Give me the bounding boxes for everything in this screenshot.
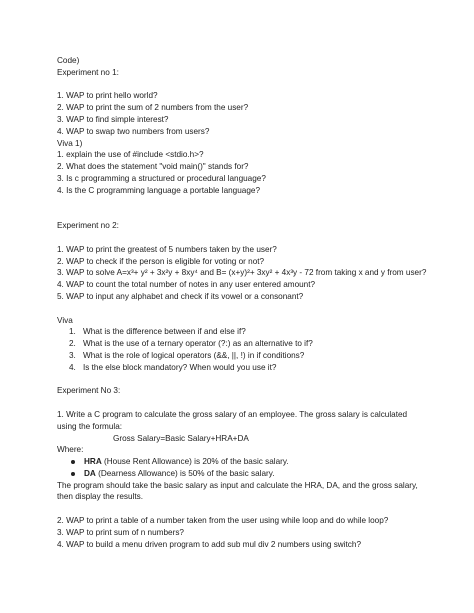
- exp3-item-3: 3. WAP to print sum of n numbers?: [57, 527, 184, 537]
- viva2-item-3-number: 3.: [69, 350, 76, 360]
- exp1-item-2: 2. WAP to print the sum of 2 numbers from the user?: [57, 103, 249, 113]
- viva2-item-2-number: 2.: [69, 339, 76, 349]
- viva2-item-1: [57, 326, 427, 338]
- hra-term: HRA: [84, 457, 102, 467]
- viva2-item-2: [57, 338, 427, 350]
- exp1-item-1: 1. WAP to print hello world?: [57, 91, 158, 101]
- code-heading: Code): [57, 56, 80, 65]
- exp3-item-2: 2. WAP to print a table of a number taken from the user using while loop and do while loop?: [57, 516, 389, 526]
- experiment-3-title: Experiment No 3:: [57, 386, 121, 396]
- hra-description: (House Rent Allowance) is 20% of the basic salary.: [101, 457, 289, 467]
- viva2-item-2-text: What is the use of a ternary operator (?:) as an alternative to if?: [83, 339, 313, 349]
- bullet-da: [57, 468, 427, 480]
- viva-2-title: Viva: [57, 315, 73, 325]
- viva1-item-2: 2. What does the statement "void main()" stands for?: [57, 162, 249, 172]
- exp2-item-3: 3. WAP to solve A=x³+ y² + 3x²y + 8xy⁴ and B= (x+y)²+ 3xy² + 4x³y - 72 from taking x and y from user?: [57, 268, 427, 278]
- exp2-item-5: 5. WAP to input any alphabet and check if its vowel or a consonant?: [57, 291, 304, 301]
- bullet-dot: [71, 472, 75, 476]
- viva2-item-4: [57, 362, 427, 374]
- experiment-2-title: Experiment no 2:: [57, 221, 119, 231]
- viva1-item-3: 3. Is c programming a structured or procedural language?: [57, 173, 266, 183]
- exp2-item-2: 2. WAP to check if the person is eligible for voting or not?: [57, 256, 265, 266]
- viva2-item-1-text: What is the difference between if and else if?: [83, 327, 246, 337]
- experiment-1-title: Experiment no 1:: [57, 67, 119, 77]
- viva-1-title: Viva 1): [57, 138, 83, 148]
- viva2-item-3-text: What is the role of logical operators (&&, ||, !) in if conditions?: [83, 350, 305, 360]
- viva2-item-1-number: 1.: [69, 327, 76, 337]
- where-label: Where:: [57, 445, 84, 455]
- viva1-item-1: 1. explain the use of #include <stdio.h>?: [57, 150, 204, 160]
- viva2-item-4-text: Is the else block mandatory? When would you use it?: [83, 362, 277, 372]
- exp2-item-1: 1. WAP to print the greatest of 5 numbers taken by the user?: [57, 244, 277, 254]
- da-description: (Dearness Allowance) is 50% of the basic salary.: [95, 468, 275, 478]
- bullet-dot: [71, 460, 75, 464]
- da-term: DA: [84, 468, 96, 478]
- document-body: [57, 55, 427, 550]
- viva2-item-4-number: 4.: [69, 362, 76, 372]
- viva2-item-3: [57, 350, 427, 362]
- exp3-outro: The program should take the basic salary as input and calculate the HRA, DA, and the gross salary, then display the results.: [57, 480, 418, 502]
- exp2-item-4: 4. WAP to count the total number of notes in any user entered amount?: [57, 280, 316, 290]
- exp3-intro: 1. Write a C program to calculate the gross salary of an employee. The gross salary is calculated using the formula:: [57, 409, 408, 431]
- exp3-item-4: 4. WAP to build a menu driven program to add sub mul div 2 numbers using switch?: [57, 539, 362, 549]
- viva1-item-4: 4. Is the C programming language a portable language?: [57, 185, 261, 195]
- exp1-item-4: 4. WAP to swap two numbers from users?: [57, 126, 210, 136]
- gross-salary-formula: Gross Salary=Basic Salary+HRA+DA: [113, 433, 249, 443]
- exp1-item-3: 3. WAP to find simple interest?: [57, 114, 169, 124]
- bullet-hra: [57, 456, 427, 468]
